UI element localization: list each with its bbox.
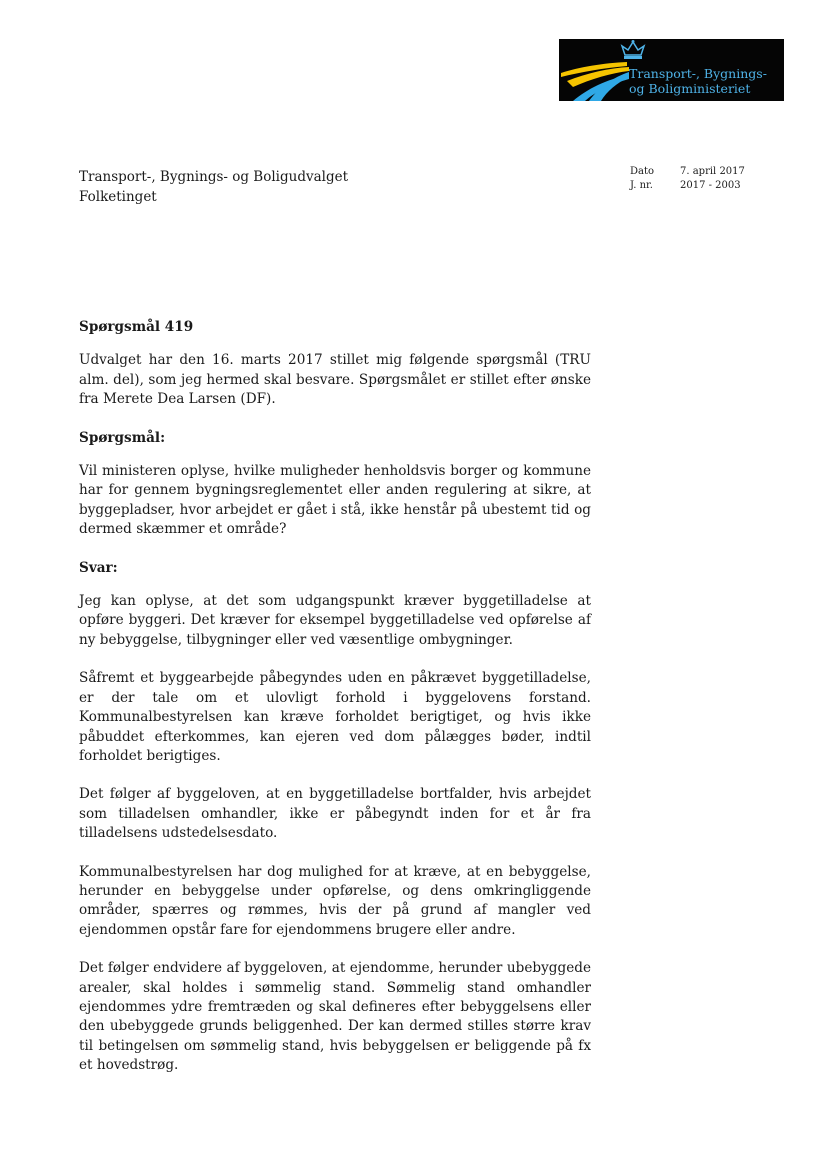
answer-paragraph: Kommunalbestyrelsen har dog mulighed for at kræve, at en bebyggelse, herunder en bebyggelse under opførelse, og dens omkringliggende områder, spærres og rømmes, hvis der på grund af mangler ved ejendommen opstår fare for ejendommens brugere eller andre. <box>79 863 591 938</box>
reference-label: J. nr. <box>630 180 653 191</box>
addressee-line-1: Transport-, Bygnings- og Boligudvalget <box>79 169 349 185</box>
logo-line-2: og Boligministeriet <box>629 81 751 96</box>
date-value: 7. april 2017 <box>680 166 745 177</box>
answer-paragraph: Jeg kan oplyse, at det som udgangspunkt kræver byggetilladelse at opføre byggeri. Det kræver for eksempel byggetilladelse ved opførelse af ny bebyggelse, tilbygninger eller ved væsentlige ombygninger. <box>79 593 591 648</box>
logo-line-1: Transport-, Bygnings- <box>629 66 767 81</box>
answer-paragraph: Det følger af byggeloven, at en byggetilladelse bortfalder, hvis arbejdet som tilladelsen omhandler, ikke er påbegyndt inden for et år fra tilladelsens udstedelsesdato. <box>79 786 591 842</box>
question-heading: Spørgsmål: <box>79 429 166 446</box>
reference-value: 2017 - 2003 <box>680 180 741 191</box>
question-paragraph: Vil ministeren oplyse, hvilke muligheder henholdsvis borger og kommune har for gennem bygningsreglementet eller anden regulering at sikre, at byggepladser, hvor arbejdet er gået i stå, ikke henstår på ubestemt tid og dermed skæmmer et område? <box>79 463 591 538</box>
logo-text <box>629 66 767 96</box>
date-label: Dato <box>630 166 655 177</box>
reference-row <box>630 179 745 193</box>
intro-paragraph: Udvalget har den 16. marts 2017 stillet mig følgende spørgsmål (TRU alm. del), som jeg hermed skal besvare. Spørgsmålet er stillet efter ønske fra Merete Dea Larsen (DF). <box>79 352 591 408</box>
addressee-line-2: Folketinget <box>79 189 157 205</box>
document-meta <box>630 165 745 193</box>
ministry-logo <box>559 39 784 101</box>
crown-icon <box>622 40 644 59</box>
letter-body <box>79 318 591 1095</box>
addressee-block <box>79 167 348 207</box>
answer-paragraph: Såfremt et byggearbejde påbegyndes uden en påkrævet byggetilladelse, er der tale om et ulovligt forhold i byggelovens forstand. Kommunalbestyrelsen kan kræve forholdet berigtiget, og hvis ikke påbuddet efterkommes, kan ejeren ved dom pålægges bøder, indtil forholdet berigtiges. <box>79 670 591 764</box>
date-row <box>630 165 745 179</box>
answer-paragraph: Det følger endvidere af byggeloven, at ejendomme, herunder ubebyggede arealer, skal holdes i sømmelig stand. Sømmelig stand omhandler ejendommes ydre fremtræden og skal defineres efter bebyggelsens eller den ubebyggede grunds beliggenhed. Der kan dermed stilles større krav til betingelsen om sømmelig stand, hvis bebyggelsen er beliggende på fx et hovedstrøg. <box>79 960 591 1074</box>
answer-heading: Svar: <box>79 559 118 576</box>
letter-title: Spørgsmål 419 <box>79 319 194 335</box>
